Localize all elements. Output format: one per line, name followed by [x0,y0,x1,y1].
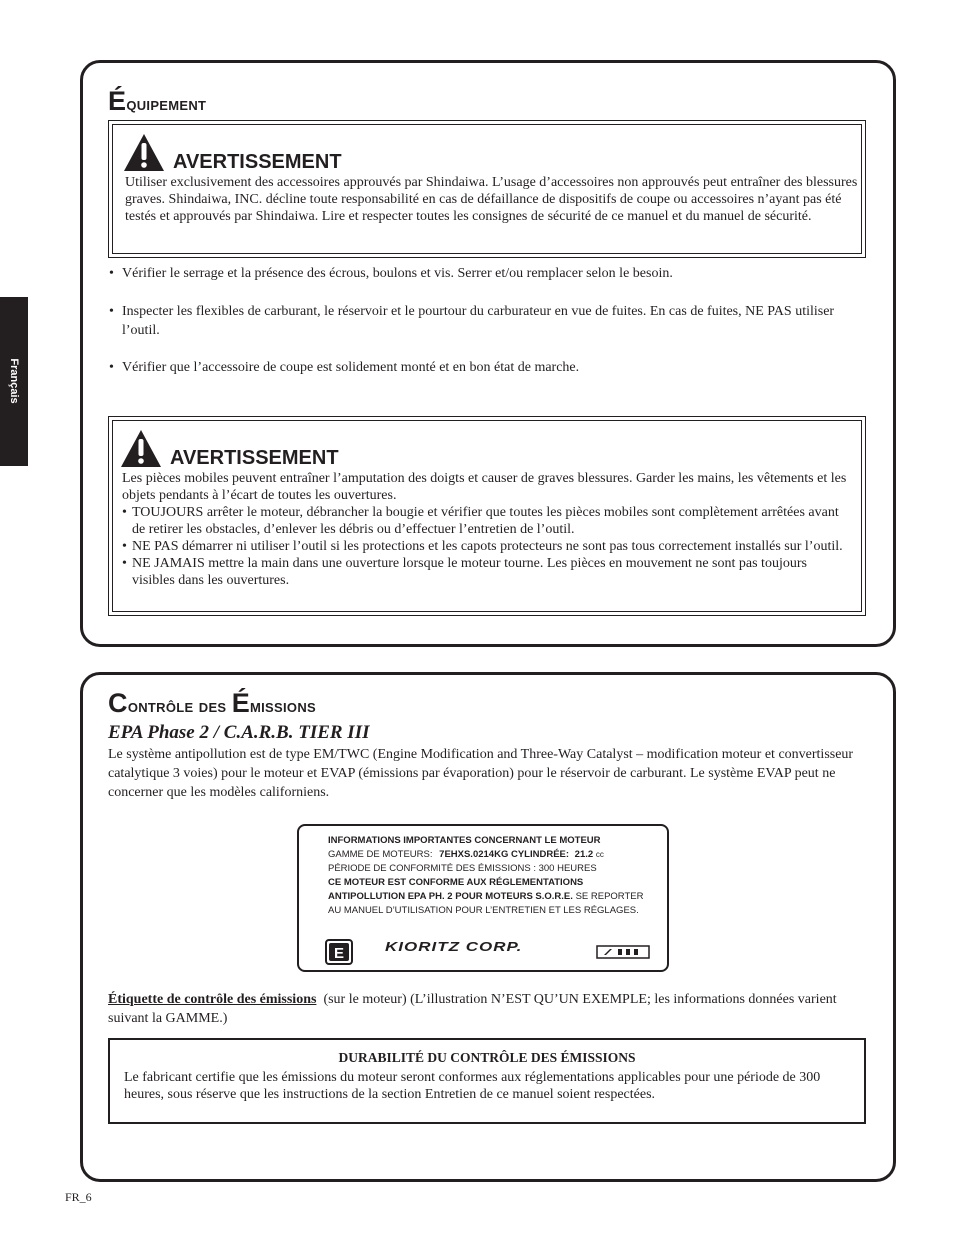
warning-title: AVERTISSEMENT [170,447,339,469]
warning-box-moving-parts [108,416,866,616]
kioritz-logo: KIORITZ CORP. [385,939,523,954]
warning-title: AVERTISSEMENT [173,151,342,173]
emission-control-label [297,824,669,972]
label-heading: INFORMATIONS IMPORTANTES CONCERNANT LE MOTEUR [328,835,601,846]
warning-text [122,470,852,589]
durability-box [108,1038,866,1124]
warning-intro: Les pièces mobiles peuvent entraîner l’amputation des doigts et causer de graves blessures. Garder les mains, les vêtements et les objets pendants à l’écart de toutes les ouvertures. [122,471,847,503]
durability-title: DURABILITÉ DU CONTRÔLE DES ÉMISSIONS [338,1050,636,1065]
label-conformity: CE MOTEUR EST CONFORME AUX RÉGLEMENTATIONS ANTIPOLLUTION EPA PH. 2 POUR MOTEURS S.O.R.E. SE REPORTER AU MANUEL D’UTILISATION POUR L’ENTRETIEN ET LES RÉGLAGES. [328,877,644,916]
label-caption [108,990,868,1028]
e-emblem-icon [325,939,353,965]
label-caption-text: (sur le moteur) (L’illustration N’EST QU’UN EXEMPLE; les informations données varient suivant la GAMME.) [108,992,837,1026]
tier-mark-icon [596,945,650,959]
label-family: GAMME DE MOTEURS: 7EHXS.0214KG CYLINDRÉE: 21.2 cc [328,849,604,860]
page-number: FR_6 [65,1190,92,1204]
language-tab [0,297,28,466]
list-item: • NE JAMAIS mettre la main dans une ouverture lorsque le moteur tourne. Les pièces en mouvement ne sont pas toujours visibles dans les ouvertures. [122,555,852,589]
svg-text:E: E [333,945,345,962]
list-item: • TOUJOURS arrêter le moteur, débrancher la bougie et vérifier que toutes les pièces mobiles sont complètement arrêtées avant de retirer les obstacles, d’enlever les débris ou d’effectuer l’entretien de l’outil. [122,504,852,538]
emissions-subtitle: EPA Phase 2 / C.A.R.B. TIER III [108,722,370,743]
equipment-title: Équipement [108,86,207,116]
label-period: PÉRIODE DE CONFORMITÉ DES ÉMISSIONS : 300 HEURES [328,863,597,874]
label-caption-title: Étiquette de contrôle des émissions [108,992,317,1007]
emissions-title: Contrôle des Émissions [108,688,316,718]
emissions-intro: Le système antipollution est de type EM/TWC (Engine Modification and Three-Way Catalyst – modification moteur et convertisseur catalytique 3 voies) pour le moteur et EVAP (émissions par évaporation) pour le réservoir de carburant. Le système EVAP peut ne concerner que les modèles californiens. [108,747,854,800]
durability-text: Le fabricant certifie que les émissions du moteur seront conformes aux réglementations applicables pour une période de 300 heures, sous réserve que les instructions de la section Entretien de ce manuel soient respectées. [124,1070,821,1102]
warning-box-accessories [108,120,866,258]
list-item: • NE PAS démarrer ni utiliser l’outil si les protections et les capots protecteurs ne sont pas tous correctement installés sur l’outil. [122,538,852,555]
warning-triangle-icon [120,428,162,468]
warning-text: Utiliser exclusivement des accessoires approuvés par Shindaiwa. L’usage d’accessoires non approuvés peut entraîner des blessures graves. Shindaiwa, INC. décline toute responsabilité en cas de défaillance de dispositifs de coupe ou accessoires n’ayant pas été testés et approuvés par Shindaiwa. Lire et respecter toutes les consignes de sécurité de ce manuel et du manuel de sécurité. [125,175,858,224]
warning-triangle-icon [123,132,165,172]
language-tab-label: Français [8,358,20,404]
